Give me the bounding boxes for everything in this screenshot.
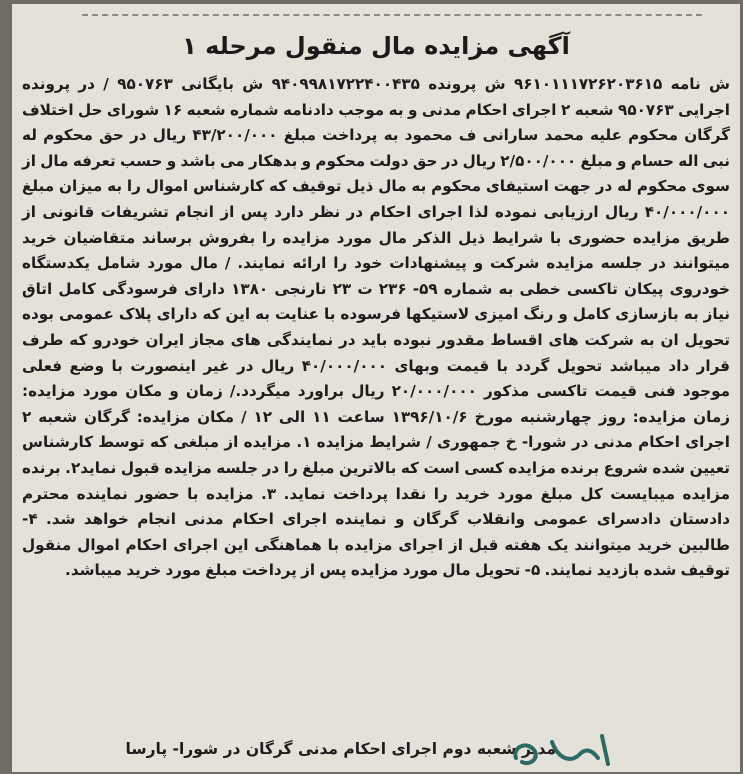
signature-line: مدیر شعبه دوم اجرای احکام مدنی گرگان در شورا- پارسا: [125, 740, 556, 758]
handwritten-mark: [508, 728, 618, 772]
notice-title: آگهی مزایده مال منقول مرحله ۱: [182, 32, 570, 60]
notice-body: ش نامه ۹۶۱۰۱۱۱۷۲۶۲۰۳۶۱۵ ش پرونده ۹۴۰۹۹۸۱۷۲۲۴۰۰۴۳۵ ش بایگانی ۹۵۰۷۶۳ / در پرونده اجرایی ۹۵۰۷۶۳ شعبه ۲ اجرای احکام مدنی و به موجب دادنامه شماره شعبه ۱۶ شورای حل اختلاف گرگان محکوم علیه محمد سارانی ف محمود به پرداخت مبلغ ۴۳/۲۰۰/۰۰۰ ریال در حق محکوم له نبی اله حسام و مبلغ ۲/۵۰۰/۰۰۰ ریال در حق دولت محکوم و بدهکار می باشد و حسب تعرفه مال از سوی محکوم له در جهت استیفای محکوم به مال ذیل توقیف که کارشناس اموال را به میزان مبلغ ۴۰/۰۰۰/۰۰۰ ریال ارزیابی نموده لذا اجرای احکام در نظر دارد پس از انجام تشریفات قانونی از طریق مزایده حضوری با شرایط ذیل الذکر مال مورد مزایده را بفروش برساند متقاضیان خرید میتوانند در جلسه مزایده شرکت و پیشنهادات خود را ارائه نمایند. / مال مورد شامل یکدستگاه خودروی پیکان تاکسی خطی به شماره ۵۹- ۲۳۶ ت ۲۳ نارنجی ۱۳۸۰ دارای فرسودگی کامل اتاق نیاز به بازسازی کامل و رنگ امیزی لاستیکها فرسوده با عنایت به این که دارای پلاک عمومی بوده تحویل ان به شرکت های اقساط مقدور نبوده باید در نمایندگی های مجاز ایران خودرو که طرف قرار داد میباشد تحویل گردد با قیمت وبهای ۴۰/۰۰۰/۰۰۰ ریال در غیر اینصورت با وضع فعلی موجود فنی قیمت تاکسی مذکور ۲۰/۰۰۰/۰۰۰ ریال براورد میگردد./ زمان و مکان مورد مزایده: زمان مزایده: روز چهارشنبه مورخ ۱۳۹۶/۱۰/۶ ساعت ۱۱ الی ۱۲ / مکان مزایده: گرگان شعبه ۲ اجرای احکام مدنی در شورا- خ جمهوری / شرایط مزایده ۱. مزایده از مبلغی که توسط کارشناس تعیین شده شروع برنده مزایده کسی است که بالاترین مبلغ را در جلسه مزایده قبول نماید۲. برنده مزایده میبایست کل مبلغ مورد خرید را نقدا پرداخت نماید. ۳. مزایده با حضور نماینده محترم دادستان دادسرای عمومی وانقلاب گرگان و نماینده اجرای احکام مدنی انجام خواهد شد. ۴- طالبین خرید میتوانند یک هفته قبل از اجرای مزایده با هماهنگی این اجرای احکام اموال منقول توقیف شده بازدید نمایند. ۵- تحویل مال مورد مزایده پس از پرداخت مبلغ مورد خرید میباشد.: [22, 75, 731, 580]
top-divider: [82, 14, 702, 16]
notice-paper: [12, 4, 740, 772]
